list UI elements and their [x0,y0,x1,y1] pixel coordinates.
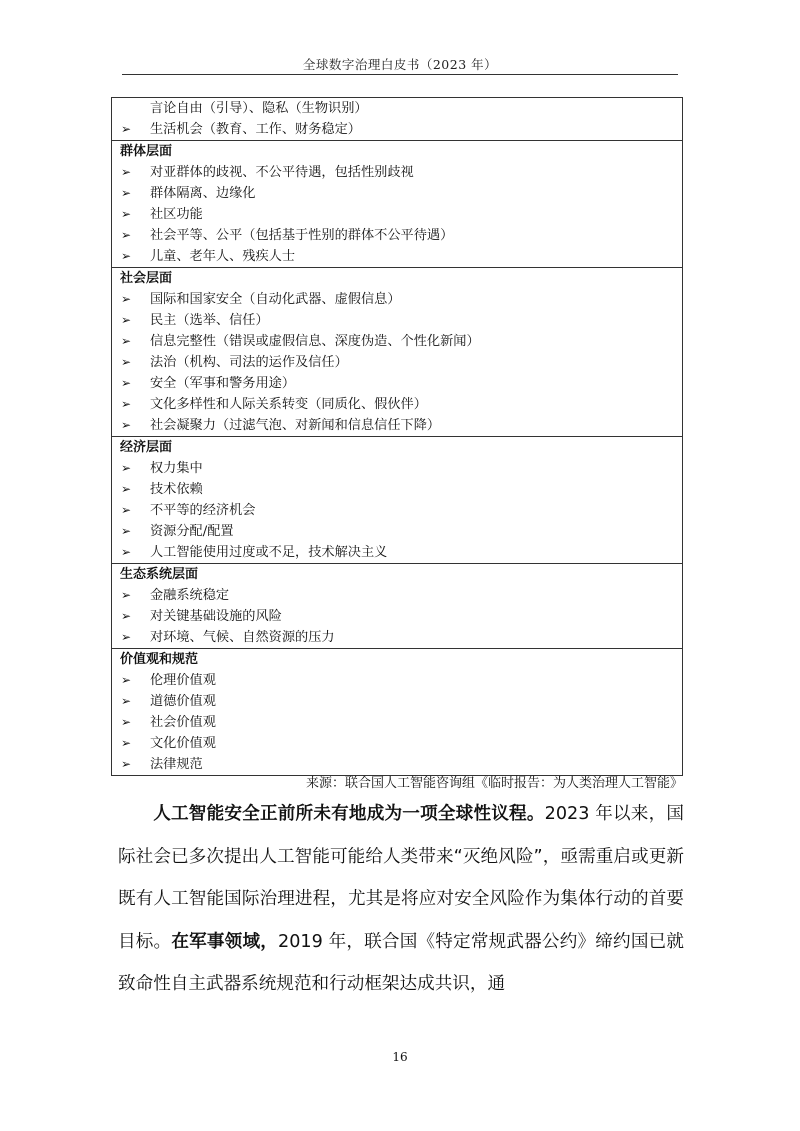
arrow-bullet-icon: ➢ [121,694,132,708]
table-section [112,267,682,436]
arrow-bullet-icon: ➢ [121,418,132,432]
list-item-text: 社区功能 [150,207,203,222]
arrow-bullet-icon: ➢ [121,524,132,538]
arrow-bullet-icon: ➢ [121,207,132,221]
list-item-text: 民主（选举、信任） [150,313,269,328]
list-item-text: 法治（机构、司法的运作及信任） [150,355,348,370]
arrow-bullet-icon: ➢ [121,355,132,369]
arrow-bullet-icon: ➢ [121,630,132,644]
list-item-text: 国际和国家安全（自动化武器、虚假信息） [150,292,401,307]
list-item-text: 对亚群体的歧视、不公平待遇，包括性别歧视 [150,165,414,180]
list-item [112,119,682,140]
list-item [112,394,682,415]
list-item [112,712,682,733]
section-title: 生态系统层面 [120,567,199,582]
arrow-bullet-icon: ➢ [121,313,132,327]
list-item [112,691,682,712]
body-paragraph [118,793,684,1006]
page-number: 16 [392,1050,408,1064]
list-item [112,733,682,754]
military-domain-label: 在军事领域， [171,931,279,952]
list-item [112,585,682,606]
list-item-text: 文化多样性和人际关系转变（同质化、假伙伴） [150,397,427,412]
list-item [112,542,682,563]
list-item [112,458,682,479]
arrow-bullet-icon: ➢ [121,165,132,179]
list-item-text: 社会价值观 [150,715,216,730]
arrow-bullet-icon: ➢ [121,715,132,729]
risk-table [111,97,683,776]
list-item-text: 道德价值观 [150,694,216,709]
lead-sentence: 人工智能安全正前所未有地成为一项全球性议程。 [153,804,545,824]
list-item [112,162,682,183]
list-item-text: 群体隔离、边缘化 [150,186,256,201]
list-item-text: 法律规范 [150,757,203,772]
list-item-text: 社会凝聚力（过滤气泡、对新闻和信息信任下降） [150,418,441,433]
table-section [112,140,682,267]
list-item-text: 金融系统稳定 [150,588,230,603]
paragraph-text-1: 2023 年以来，国际社会已多次提出人工智能可能给人类带来“灭绝风险”，亟需重启或更新既有人工智能国际治理进程，尤其是将应对安全风险作为集体行动的首要目标。 [118,804,684,952]
list-item-text: 信息完整性（错误或虚假信息、深度伪造、个性化新闻） [150,334,480,349]
list-item-text: 权力集中 [150,461,203,476]
arrow-bullet-icon: ➢ [121,482,132,496]
list-item [112,415,682,436]
list-item-text: 伦理价值观 [150,673,216,688]
section-title: 价值观和规范 [120,652,199,667]
section-title: 经济层面 [120,440,173,455]
list-item [112,204,682,225]
table-section [112,436,682,563]
running-header: 全球数字治理白皮书（2023 年） [302,57,498,72]
list-item [112,373,682,394]
section-title: 社会层面 [120,271,173,286]
list-item-text: 生活机会（教育、工作、财务稳定） [150,122,361,137]
list-item-text: 儿童、老年人、残疾人士 [150,249,296,264]
arrow-bullet-icon: ➢ [121,673,132,687]
arrow-bullet-icon: ➢ [121,736,132,750]
arrow-bullet-icon: ➢ [121,503,132,517]
list-item-text: 对环境、气候、自然资源的压力 [150,630,335,645]
arrow-bullet-icon: ➢ [121,376,132,390]
list-item-text: 安全（军事和警务用途） [150,376,296,391]
list-item [112,606,682,627]
list-item-text: 文化价值观 [150,736,216,751]
arrow-bullet-icon: ➢ [121,249,132,263]
arrow-bullet-icon: ➢ [121,186,132,200]
list-item [112,183,682,204]
list-item [112,246,682,267]
list-item [112,521,682,542]
list-item-text: 技术依赖 [150,482,203,497]
arrow-bullet-icon: ➢ [121,609,132,623]
table-section [112,563,682,648]
list-item [112,352,682,373]
arrow-bullet-icon: ➢ [121,292,132,306]
table-section [112,98,682,140]
list-item [112,670,682,691]
arrow-bullet-icon: ➢ [121,461,132,475]
list-item-text: 对关键基础设施的风险 [150,609,282,624]
table-section [112,648,682,775]
list-item [112,98,682,119]
list-item [112,479,682,500]
arrow-bullet-icon: ➢ [121,588,132,602]
paragraph-text-2: 2019 年，联合国《特定常规武器公约》缔约国已就致命性自主武器系统规范和行动框架达成共识，通 [118,931,684,994]
list-item-text: 资源分配/配置 [150,524,234,539]
list-item-text: 不平等的经济机会 [150,503,256,518]
list-item-text: 人工智能使用过度或不足，技术解决主义 [150,545,388,560]
header-rule [122,74,678,75]
list-item [112,500,682,521]
list-item [112,225,682,246]
section-title: 群体层面 [120,144,173,159]
list-item-text: 社会平等、公平（包括基于性别的群体不公平待遇） [150,228,454,243]
arrow-bullet-icon: ➢ [121,757,132,771]
arrow-bullet-icon: ➢ [121,122,132,136]
arrow-bullet-icon: ➢ [121,334,132,348]
list-item [112,627,682,648]
list-item [112,310,682,331]
arrow-bullet-icon: ➢ [121,228,132,242]
list-item [112,289,682,310]
arrow-bullet-icon: ➢ [121,545,132,559]
list-item [112,331,682,352]
table-source-note: 来源：联合国人工智能咨询组《临时报告：为人类治理人工智能》 [305,776,683,791]
arrow-bullet-icon: ➢ [121,397,132,411]
list-item-text: 言论自由（引导）、隐私（生物识别） [150,101,368,116]
